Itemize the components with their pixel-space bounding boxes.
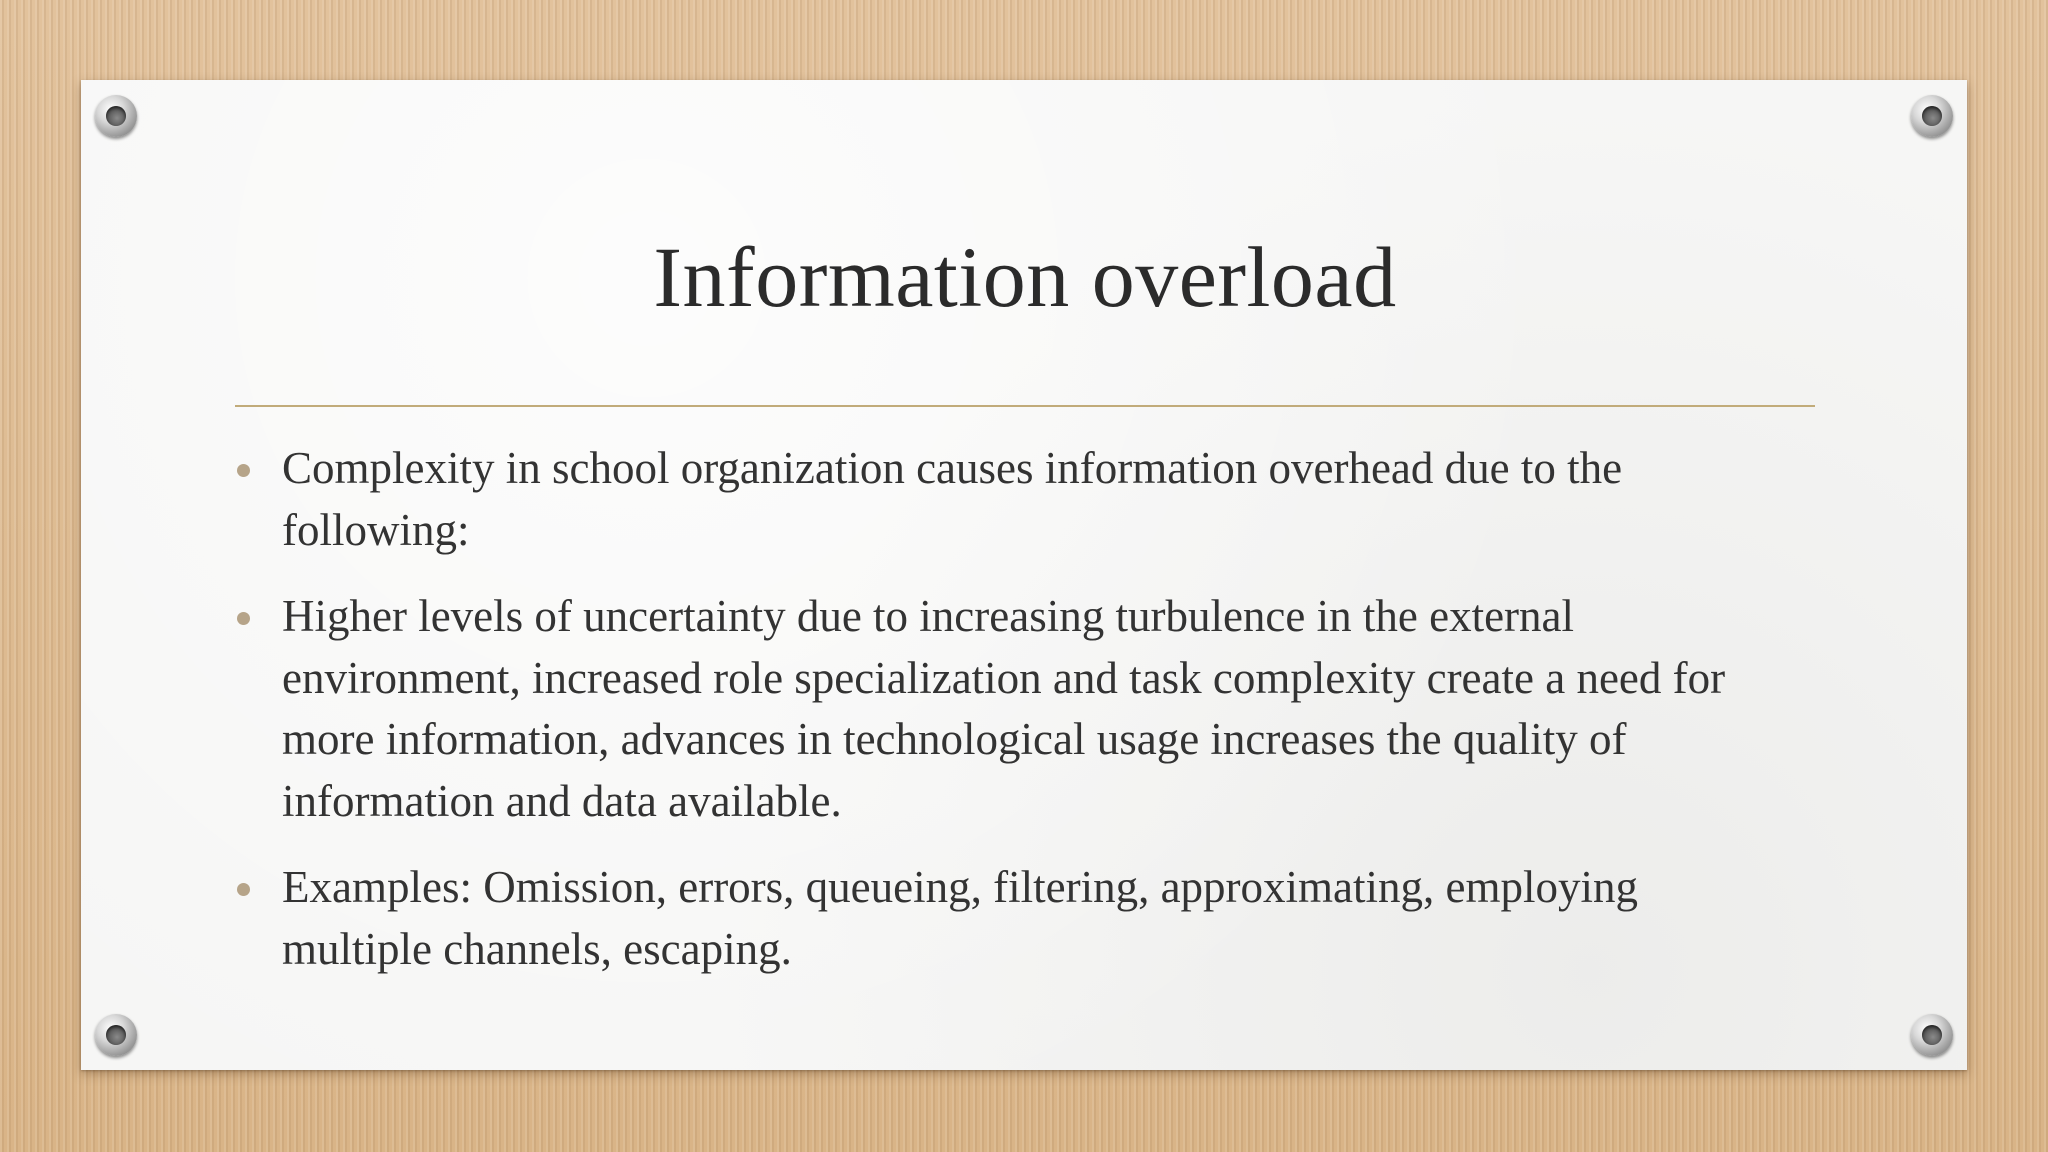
bullet-text: Higher levels of uncertainty due to increasing turbulence in the external environment, increased role specialization and task complexity create a need for more information, advances in technological usage increases the quality of information and data available. <box>282 591 1726 826</box>
slide-title: Information overload <box>653 229 1397 325</box>
bullet-list <box>235 438 1795 1005</box>
title-divider <box>235 405 1815 407</box>
bullet-item <box>235 438 1795 561</box>
bullet-item <box>235 857 1795 980</box>
bullet-text: Examples: Omission, errors, queueing, filtering, approximating, employing multiple channels, escaping. <box>282 862 1638 974</box>
bullet-item <box>235 586 1795 832</box>
bullet-dot-icon <box>237 612 250 625</box>
grommet-icon <box>95 95 137 137</box>
grommet-icon <box>95 1014 137 1056</box>
bullet-text: Complexity in school organization causes information overhead due to the following: <box>282 443 1623 555</box>
grommet-icon <box>1911 1014 1953 1056</box>
grommet-icon <box>1911 95 1953 137</box>
bullet-dot-icon <box>237 883 250 896</box>
bullet-dot-icon <box>237 464 250 477</box>
